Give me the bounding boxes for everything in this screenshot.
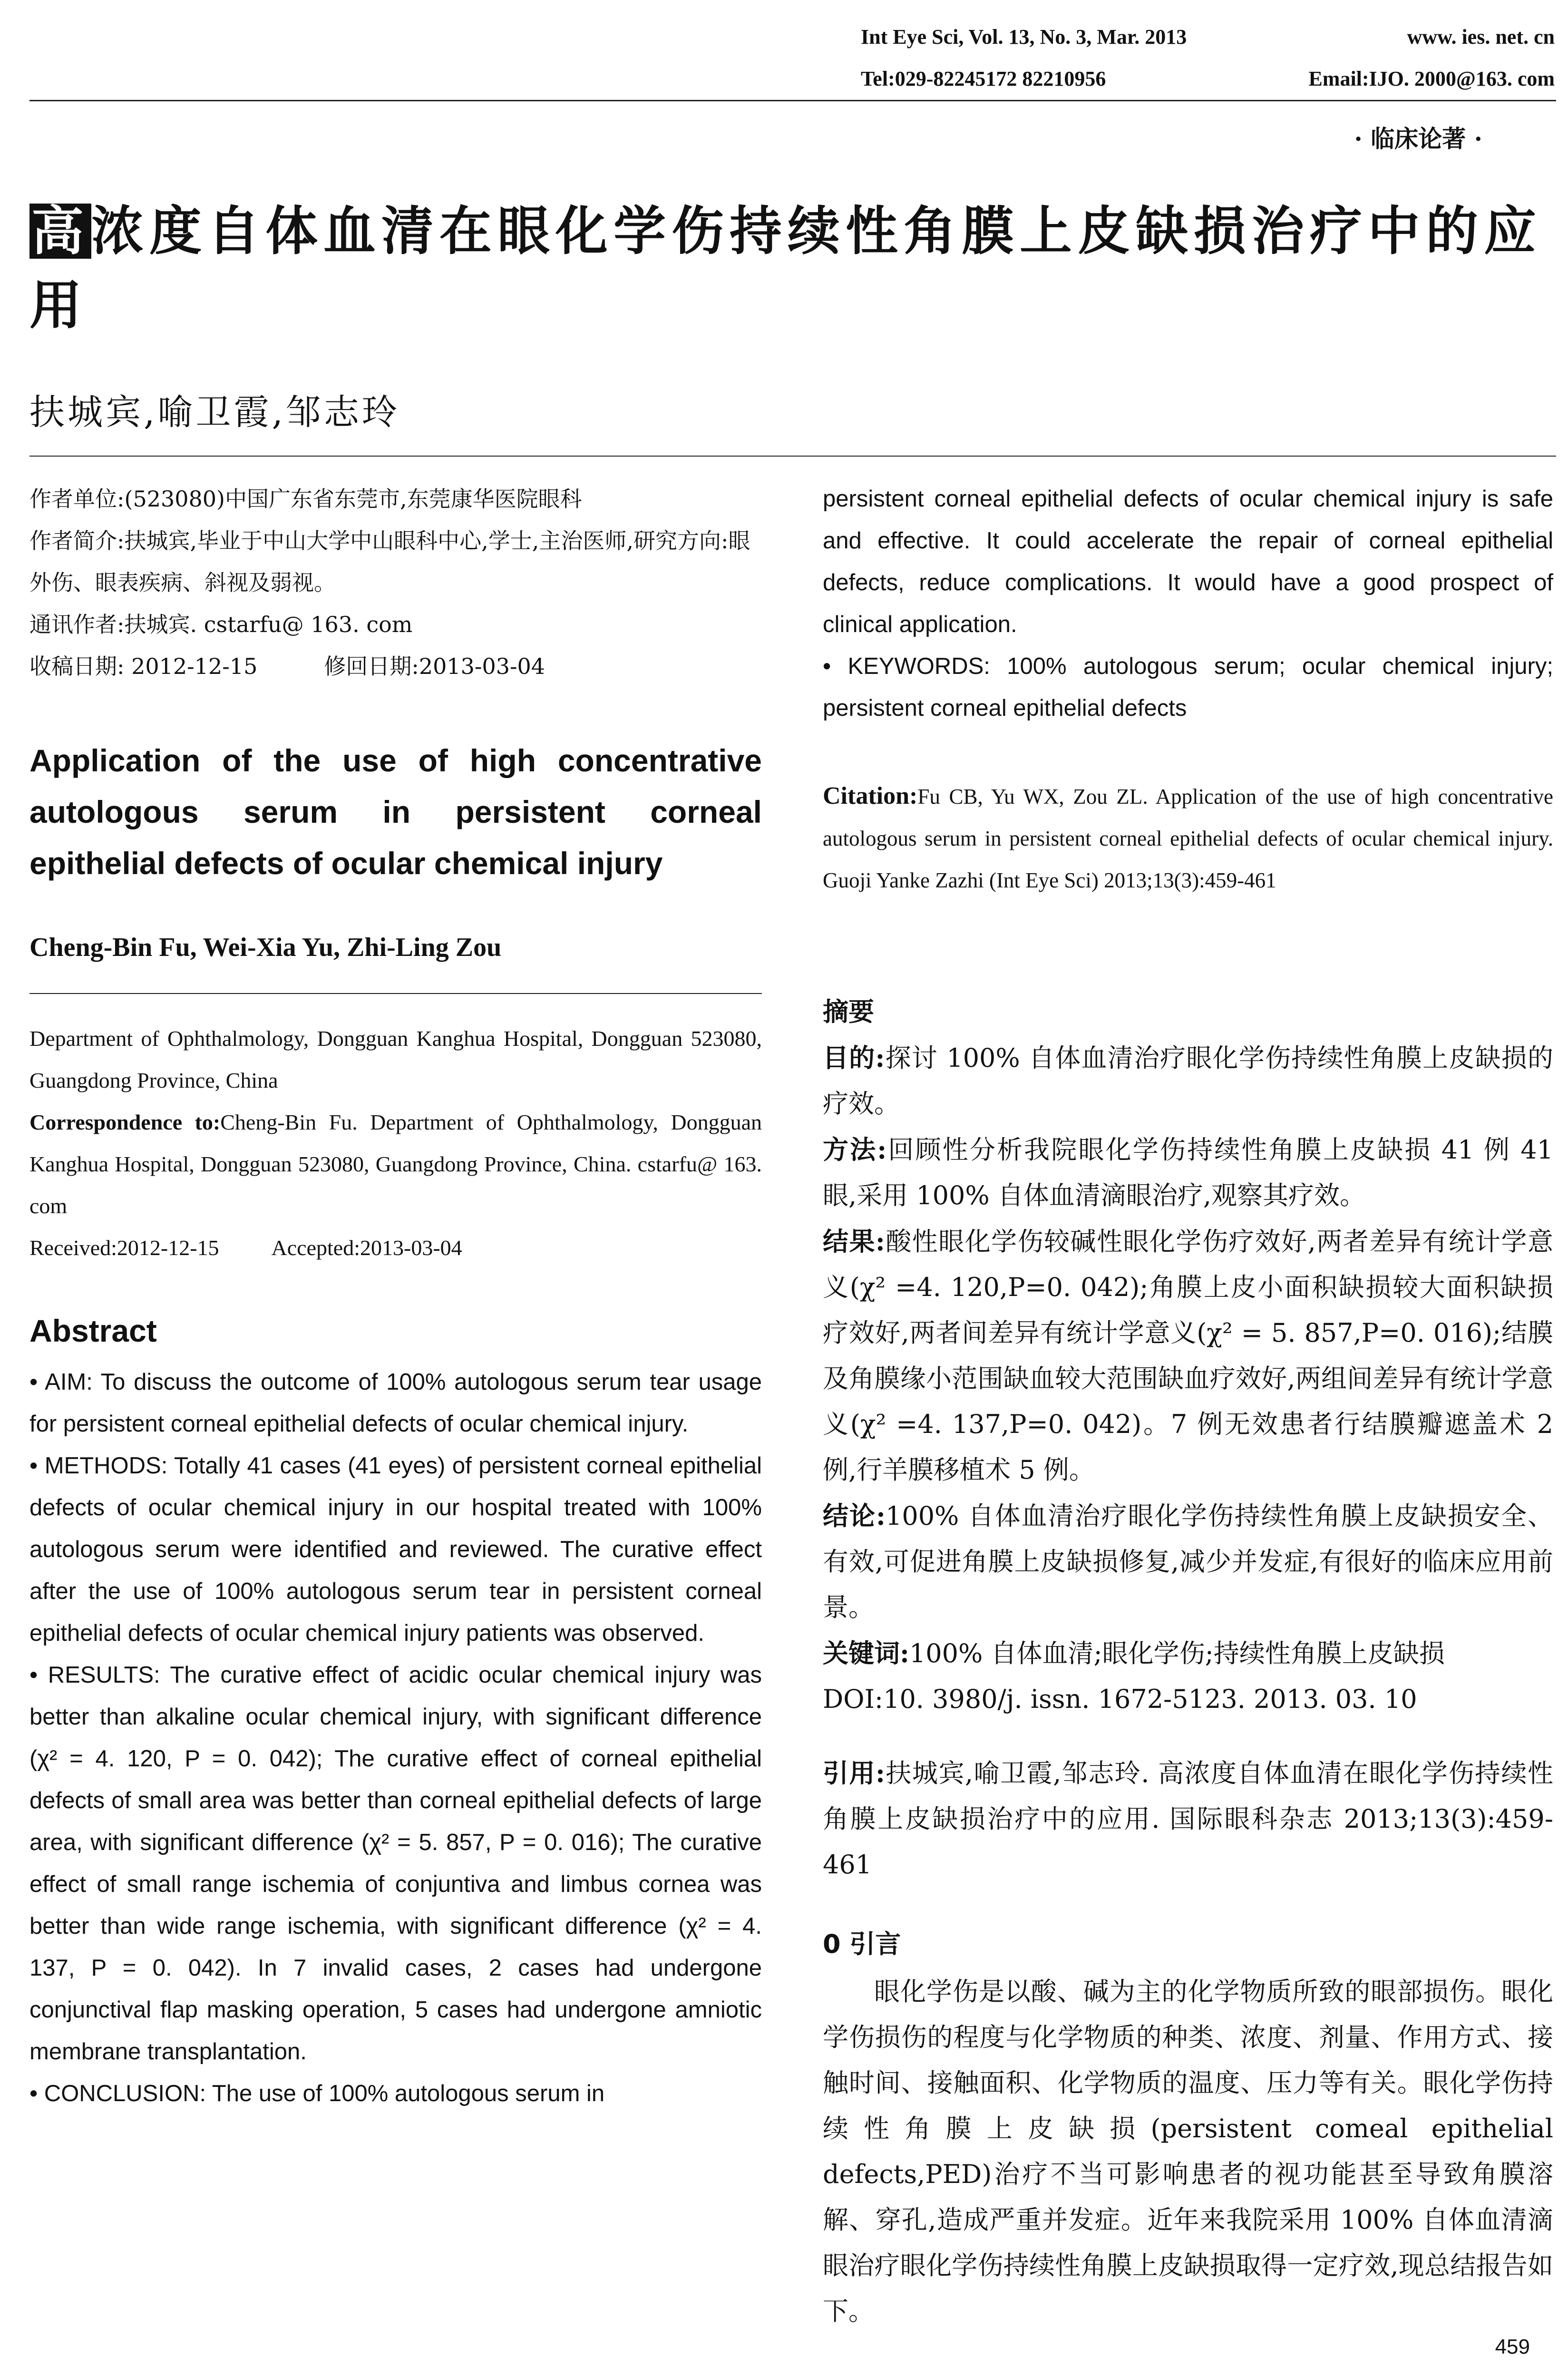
header-rule — [29, 100, 1556, 101]
page-number: 459 — [1495, 2335, 1530, 2358]
english-authors: Cheng-Bin Fu, Wei-Xia Yu, Zhi-Ling Zou — [29, 933, 502, 962]
authors-rule — [29, 993, 762, 994]
intro-heading: 0 引言 — [823, 1929, 901, 1959]
abstract-cn-results: 结果:酸性眼化学伤较碱性眼化学伤疗效好,两者差异有统计学意义(χ² =4. 120,P=0. 042);角膜上皮小面积缺损较大面积缺损疗效好,两者间差异有统计学意义(χ² = 5. 857,P=0. 016);结膜及角膜缘小范围缺血较大范围缺血疗效好,两组间差异有统计学意义(χ² =4. 137,P=0. 042)。7 例无效患者行结膜瓣遮盖术 2 例,行羊膜移植术 5 例。 — [823, 1226, 1553, 1485]
journal-email: Email:IJO. 2000@163. com — [1308, 67, 1555, 90]
journal-website: www. ies. net. cn — [1407, 25, 1555, 49]
citation-en: Citation:Fu CB, Yu WX, Zou ZL. Application of the use of high concentrative autologous serum in persistent corneal epithelial defects of ocular chemical injury. Guoji Yanke Zazhi (Int Eye Sci) 2013;13(3):459-461 — [823, 782, 1553, 892]
abstract-cn-aim: 目的:探讨 100% 自体血清治疗眼化学伤持续性角膜上皮缺损的疗效。 — [823, 1042, 1553, 1119]
abstract-results: • RESULTS: The curative effect of acidic ocular chemical injury was better than alkaline ocular chemical injury, with significant difference (χ² = 4. 120, P = 0. 042); The curative effect of corneal epithelial defects of small area was better than corneal epithelial defects of large area, with significant difference (χ² = 5. 857, P = 0. 016); The curative effect of small range ischemia of conjuntiva and limbus cornea was better than wide range ischemia, with significant difference (χ² = 4. 137, P = 0. 042). In 7 invalid cases, 2 cases had undergone conjunctival flap masking operation, 5 cases had undergone amniotic membrane transplantation. — [29, 1662, 762, 2065]
department: Department of Ophthalmology, Dongguan Kanghua Hospital, Dongguan 523080, Guangdong Province, China — [29, 1026, 762, 1092]
abstract-conclusion-cont: persistent corneal epithelial defects of ocular chemical injury is safe and effective. It could accelerate the repair of corneal epithelial defects, reduce complications. It would have a good prospect of clinical application. — [823, 486, 1553, 637]
abstract-methods: • METHODS: Totally 41 cases (41 eyes) of persistent corneal epithelial defects of ocular chemical injury in our hospital treated with 100% autologous serum were identified and reviewed. The curative effect after the use of 100% autologous serum tear in persistent corneal epithelial defects of ocular chemical injury patients was observed. — [29, 1453, 762, 1646]
author-info-cn — [29, 478, 762, 687]
correspondence: Correspondence to:Cheng-Bin Fu. Department of Ophthalmology, Dongguan Kanghua Hospital, Dongguan 523080, Guangdong Province, China. cstarfu@ 163. com — [29, 1110, 762, 1218]
doi: DOI:10. 3980/j. issn. 1672-5123. 2013. 03. 10 — [823, 1684, 1417, 1714]
english-title: Application of the use of high concentrative autologous serum in persistent corneal epithelial defects of ocular chemical injury — [29, 743, 762, 881]
abstract-aim: • AIM: To discuss the outcome of 100% autologous serum tear usage for persistent corneal epithelial defects of ocular chemical injury. — [29, 1369, 762, 1437]
abstract-cn — [823, 989, 1553, 1722]
title-cn — [29, 194, 1542, 342]
abstract-keywords: • KEYWORDS: 100% autologous serum; ocular chemical injury; persistent corneal epithelial defects — [823, 653, 1553, 721]
authors-cn: 扶城宾,喻卫霞,邹志玲 — [29, 392, 400, 433]
abstract-cn-conclusion: 结论:100% 自体血清治疗眼化学伤持续性角膜上皮缺损安全、有效,可促进角膜上皮缺损修复,减少并发症,有很好的临床应用前景。 — [823, 1500, 1553, 1622]
title-rule — [29, 456, 1556, 457]
author-bio: 作者简介:扶城宾,毕业于中山大学中山眼科中心,学士,主治医师,研究方向:眼外伤、眼表疾病、斜视及弱视。 — [29, 528, 750, 595]
title-rest: 浓度自体血清在眼化学伤持续性角膜上皮缺损治疗中的应用 — [29, 201, 1542, 336]
dates-en: Received:2012-12-15 Accepted:2013-03-04 — [29, 1236, 462, 1260]
abstract-conclusion-start: • CONCLUSION: The use of 100% autologous serum in — [29, 2081, 605, 2106]
author-unit: 作者单位:(523080)中国广东省东莞市,东莞康华医院眼科 — [29, 486, 582, 512]
title-first-char: 高 — [29, 204, 91, 259]
abstract-cn-keywords: 关键词:100% 自体血清;眼化学伤;持续性角膜上皮缺损 — [823, 1638, 1445, 1668]
dates-cn: 收稿日期: 2012-12-15 修回日期:2013-03-04 — [29, 653, 545, 679]
citation-cn: 引用:扶城宾,喻卫霞,邹志玲. 高浓度自体血清在眼化学伤持续性角膜上皮缺损治疗中的应用. 国际眼科杂志 2013;13(3):459-461 — [823, 1758, 1553, 1880]
section-label: · 临床论著 · — [1354, 125, 1482, 153]
journal-info: Int Eye Sci, Vol. 13, No. 3, Mar. 2013 — [861, 25, 1187, 49]
abstract-cn-heading: 摘要 — [823, 997, 874, 1027]
abstract-en-right — [823, 478, 1553, 729]
abstract-en-left — [29, 1361, 762, 2114]
abstract-heading: Abstract — [29, 1313, 157, 1348]
journal-tel: Tel:029-82245172 82210956 — [861, 67, 1106, 90]
intro-body: 眼化学伤是以酸、碱为主的化学物质所致的眼部损伤。眼化学伤损伤的程度与化学物质的种类、浓度、剂量、作用方式、接触时间、接触面积、化学物质的温度、压力等有关。眼化学伤持续性角膜上皮缺损(persistent comeal epithelial defects,PED)治疗不当可影响患者的视功能甚至导致角膜溶解、穿孔,造成严重并发症。近年来我院采用 100% 自体血清滴眼治疗眼化学伤持续性角膜上皮缺损取得一定疗效,现总结报告如下。 — [823, 1977, 1553, 2326]
affiliation — [29, 1018, 762, 1269]
corresponding-author: 通讯作者:扶城宾. cstarfu@ 163. com — [29, 612, 413, 637]
abstract-cn-methods: 方法:回顾性分析我院眼化学伤持续性角膜上皮缺损 41 例 41 眼,采用 100% 自体血清滴眼治疗,观察其疗效。 — [823, 1134, 1554, 1210]
